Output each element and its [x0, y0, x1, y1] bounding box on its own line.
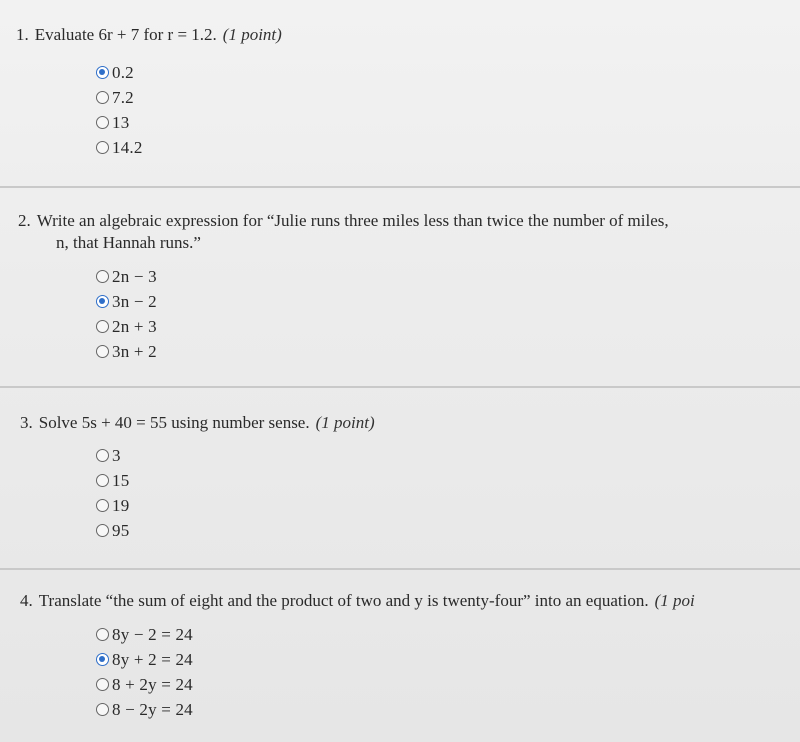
question-prompt: Translate “the sum of eight and the product of two and y is twenty-four” into an equation. — [38, 591, 649, 610]
option-label: 7.2 — [112, 87, 134, 107]
question-2-text — [18, 210, 669, 232]
radio-icon[interactable] — [96, 91, 109, 104]
answer-option[interactable] — [96, 468, 129, 493]
radio-selected-icon[interactable] — [96, 653, 109, 666]
radio-icon[interactable] — [96, 524, 109, 537]
radio-icon[interactable] — [96, 499, 109, 512]
radio-icon[interactable] — [96, 703, 109, 716]
answer-option[interactable] — [96, 289, 157, 314]
option-label: 14.2 — [112, 137, 143, 157]
option-label: 2n − 3 — [112, 266, 157, 286]
radio-icon[interactable] — [96, 116, 109, 129]
answer-option[interactable] — [96, 85, 143, 110]
radio-selected-icon[interactable] — [96, 295, 109, 308]
radio-icon[interactable] — [96, 678, 109, 691]
answer-option[interactable] — [96, 443, 129, 468]
radio-icon[interactable] — [96, 141, 109, 154]
answer-option[interactable] — [96, 314, 157, 339]
radio-icon[interactable] — [96, 474, 109, 487]
radio-icon[interactable] — [96, 270, 109, 283]
answer-option[interactable] — [96, 60, 143, 85]
answer-option[interactable] — [96, 264, 157, 289]
question-2-options — [96, 264, 157, 364]
question-prompt-continued: n, that Hannah runs.” — [56, 233, 201, 252]
question-4-text — [20, 590, 800, 612]
radio-icon[interactable] — [96, 628, 109, 641]
answer-option[interactable] — [96, 672, 193, 697]
answer-option[interactable] — [96, 622, 193, 647]
question-2-text-line2 — [56, 232, 201, 254]
answer-option[interactable] — [96, 518, 129, 543]
question-number: 4. — [20, 591, 33, 610]
question-4-options — [96, 622, 193, 722]
radio-icon[interactable] — [96, 449, 109, 462]
answer-option[interactable] — [96, 493, 129, 518]
answer-option[interactable] — [96, 697, 193, 722]
question-3-text — [20, 412, 375, 434]
option-label: 8y − 2 = 24 — [112, 624, 193, 644]
answer-option[interactable] — [96, 647, 193, 672]
question-number: 1. — [16, 25, 29, 44]
option-label: 3n + 2 — [112, 341, 157, 361]
points-label: (1 poi — [654, 591, 695, 610]
radio-icon[interactable] — [96, 345, 109, 358]
question-1-options — [96, 60, 143, 160]
radio-icon[interactable] — [96, 320, 109, 333]
question-prompt: Write an algebraic expression for “Julie runs three miles less than twice the number of miles, — [36, 211, 669, 230]
answer-option[interactable] — [96, 339, 157, 364]
option-label: 8y + 2 = 24 — [112, 649, 193, 669]
option-label: 2n + 3 — [112, 316, 157, 336]
option-label: 8 + 2y = 24 — [112, 674, 193, 694]
option-label: 15 — [112, 470, 130, 490]
divider — [0, 568, 800, 570]
divider — [0, 386, 800, 388]
option-label: 19 — [112, 495, 130, 515]
option-label: 13 — [112, 112, 130, 132]
question-prompt: Evaluate 6r + 7 for r = 1.2. — [34, 25, 217, 44]
points-label: (1 point) — [315, 413, 375, 432]
option-label: 3n − 2 — [112, 291, 157, 311]
question-number: 2. — [18, 211, 31, 230]
answer-option[interactable] — [96, 135, 143, 160]
radio-selected-icon[interactable] — [96, 66, 109, 79]
question-1-text — [16, 24, 282, 46]
question-prompt: Solve 5s + 40 = 55 using number sense. — [38, 413, 310, 432]
divider — [0, 186, 800, 188]
question-number: 3. — [20, 413, 33, 432]
question-3-options — [96, 443, 129, 543]
points-label: (1 point) — [222, 25, 282, 44]
answer-option[interactable] — [96, 110, 143, 135]
option-label: 95 — [112, 520, 130, 540]
option-label: 3 — [112, 445, 121, 465]
option-label: 8 − 2y = 24 — [112, 699, 193, 719]
option-label: 0.2 — [112, 62, 134, 82]
